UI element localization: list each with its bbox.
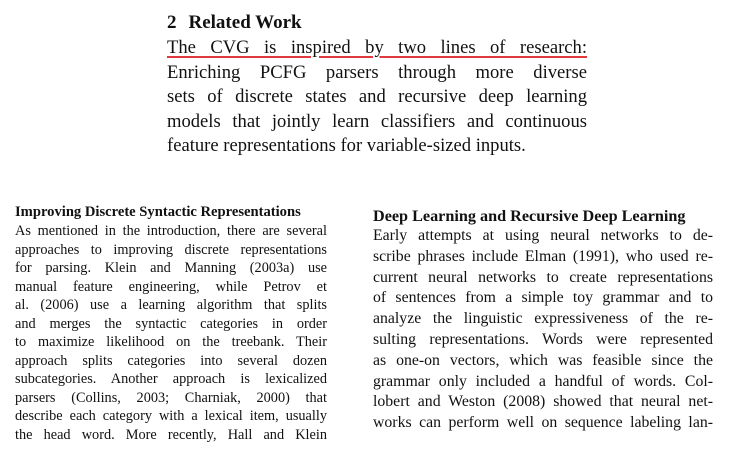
text-line: Early attempts at using neural networks to de- [373, 227, 713, 244]
intro-line: sets of discrete states and recursive deep learning [167, 86, 587, 108]
text-line: parsers (Collins, 2003; Charniak, 2000) that [15, 389, 327, 406]
text-line: scribe phrases include Elman (1991), who used re- [373, 247, 713, 265]
text-line: sulting representations. Words were represented [373, 330, 713, 348]
section-number: 2 [167, 12, 177, 33]
text-line: the head word. More recently, Hall and Klein [15, 426, 327, 443]
text-line: of sentences from a simple toy grammar and to [373, 289, 713, 307]
section-title: Related Work [188, 12, 302, 33]
text-line: works can perform well on sequence labeling lan- [373, 414, 713, 432]
text-line: lobert and Weston (2008) showed that neural net- [373, 393, 713, 411]
text-line: describe each category with a lexical item, usually [15, 408, 327, 424]
left-column-heading: Improving Discrete Syntactic Representations [15, 204, 301, 220]
section-intro [167, 36, 587, 159]
text-line: approaches to improving discrete representations [15, 241, 327, 258]
right-column-paragraph [373, 226, 713, 434]
left-column-paragraph [15, 222, 327, 444]
intro-line: models that jointly learn classifiers and continuous [167, 110, 587, 132]
text-line: for parsing. Klein and Manning (2003a) use [15, 260, 327, 276]
right-column-heading: Deep Learning and Recursive Deep Learning [373, 207, 686, 225]
text-line: al. (2006) use a learning algorithm that splits [15, 297, 327, 313]
text-line: and merges the syntactic categories in order [15, 315, 327, 332]
text-line: as one-on vectors, which was feasible since the [373, 351, 713, 369]
intro-line: Enriching PCFG parsers through more diverse [167, 61, 587, 83]
text-line: manual feature engineering, while Petrov et [15, 278, 327, 295]
text-line: to maximize likelihood on the treebank. Their [15, 334, 327, 350]
text-line: approach splits categories into several dozen [15, 352, 327, 369]
section-block [167, 10, 587, 159]
intro-line: feature representations for variable-sized inputs. [167, 135, 526, 157]
section-heading [167, 10, 587, 36]
text-line: grammar only included a handful of words. Col- [373, 372, 713, 390]
intro-line [167, 36, 587, 61]
text-line: subcategories. Another approach is lexicalized [15, 371, 327, 387]
underlined-sentence: The CVG is inspired by two lines of research: [167, 37, 587, 58]
right-column [373, 206, 713, 434]
text-line: As mentioned in the introduction, there are several [15, 223, 327, 239]
left-column [15, 203, 327, 444]
text-line: current neural networks to create representations [373, 268, 713, 286]
text-line: analyze the linguistic expressiveness of the re- [373, 310, 713, 328]
